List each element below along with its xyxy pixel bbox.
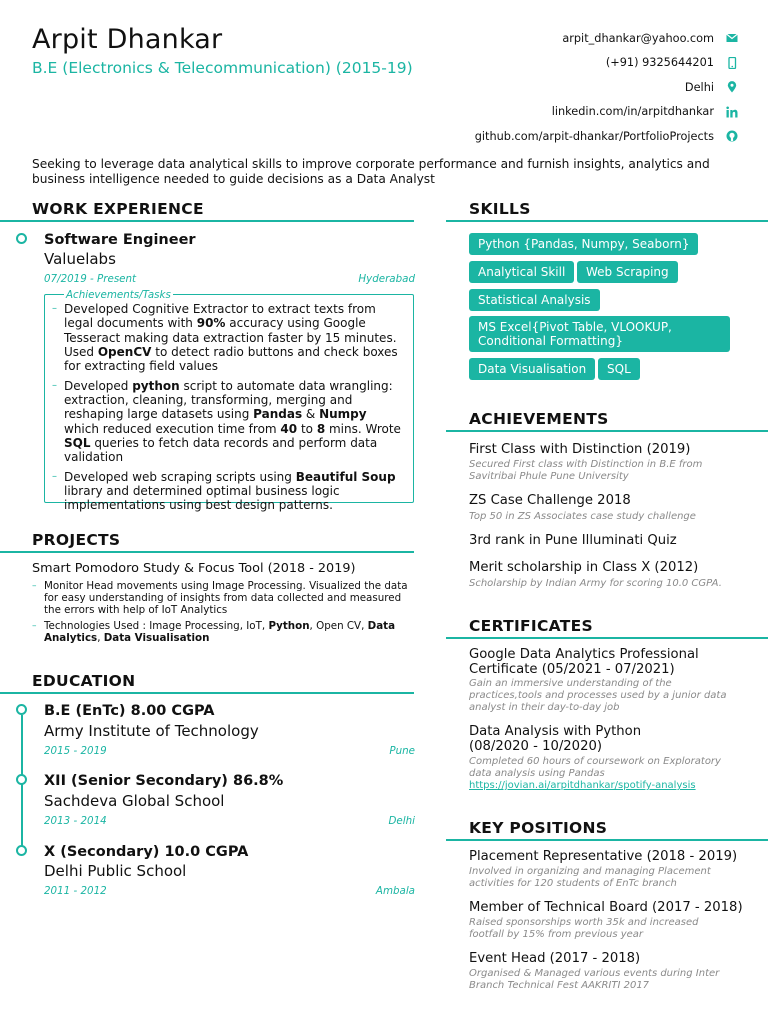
education-institution: Delhi Public School <box>44 862 187 880</box>
skill-tag: MS Excel{Pivot Table, VLOOKUP, Conditional Formatting} <box>469 316 730 352</box>
contact-location <box>378 75 738 100</box>
education-timeline-dot <box>16 774 27 785</box>
education-dates: 2015 - 2019 <box>44 745 107 757</box>
skills-divider <box>446 220 768 222</box>
education-meta <box>44 745 415 757</box>
education-heading: EDUCATION <box>32 672 136 690</box>
certificate-title: Google Data Analytics Professional Certificate (05/2021 - 07/2021) <box>469 647 699 677</box>
degree-subtitle: B.E (Electronics & Telecommunication) (2015-19) <box>32 59 413 77</box>
contact-email-text[interactable]: arpit_dhankar@yahoo.com <box>562 31 714 45</box>
contact-phone-text[interactable]: (+91) 9325644201 <box>605 56 714 70</box>
certificates-divider <box>446 637 768 639</box>
position-title: Event Head (2017 - 2018) <box>469 951 641 966</box>
projects-heading: PROJECTS <box>32 531 121 549</box>
education-meta <box>44 815 415 827</box>
education-title: X (Secondary) 10.0 CGPA <box>44 844 249 860</box>
certificate-title: Data Analysis with Python (08/2020 - 10/2020) <box>469 724 642 754</box>
education-title: B.E (EnTc) 8.00 CGPA <box>44 703 215 719</box>
contact-linkedin[interactable] <box>378 100 738 125</box>
email-icon <box>726 32 738 44</box>
linkedin-icon <box>726 106 738 118</box>
work-experience-heading: WORK EXPERIENCE <box>32 200 204 218</box>
contact-github-text[interactable]: github.com/arpit-dhankar/PortfolioProjects <box>474 129 714 143</box>
contact-email[interactable] <box>378 26 738 51</box>
certificate-description: Gain an immersive understanding of the practices,tools and processes used by a junior data analyst in their day-to-day job <box>469 678 727 713</box>
skill-tag: Statistical Analysis <box>469 289 600 311</box>
skill-tag: Data Visualisation <box>469 358 595 380</box>
education-divider <box>0 692 414 694</box>
work-timeline-dot <box>16 233 27 244</box>
position-description: Organised & Managed various events during Inter Branch Technical Fest AAKRITI 2017 <box>469 968 720 991</box>
achievements-label: Achievements/Tasks <box>66 289 171 301</box>
education-meta <box>44 885 415 897</box>
list-item: – Developed Cognitive Extractor to extract texts from legal documents with 90% accuracy using Google Tesseract making data extraction faster by 15 minutes. Used OpenCV to detect radio buttons and check boxes for extracting field values <box>52 302 402 373</box>
education-location: Pune <box>389 745 415 757</box>
work-experience-divider <box>0 220 414 222</box>
position-description: Involved in organizing and managing Placement activities for 120 students of EnTc branch <box>469 866 711 889</box>
job-bullets <box>52 302 402 518</box>
position-title: Member of Technical Board (2017 - 2018) <box>469 900 743 915</box>
achievement-title: ZS Case Challenge 2018 <box>469 493 631 508</box>
education-institution: Sachdeva Global School <box>44 792 225 810</box>
education-dates: 2011 - 2012 <box>44 885 107 897</box>
certificate-link[interactable]: https://jovian.ai/arpitdhankar/spotify-analysis <box>469 780 696 791</box>
list-item: – Technologies Used : Image Processing, IoT, Python, Open CV, Data Analytics, Data Visualisation <box>32 620 410 644</box>
achievements-heading: ACHIEVEMENTS <box>469 410 609 428</box>
project-bullets <box>32 580 410 648</box>
job-location: Hyderabad <box>358 273 415 285</box>
location-icon <box>726 81 738 93</box>
job-company: Valuelabs <box>44 250 116 268</box>
contact-linkedin-text[interactable]: linkedin.com/in/arpitdhankar <box>551 105 714 119</box>
list-item: – Monitor Head movements using Image Processing. Visualized the data for easy understanding of insights from data collected and measured the errors with help of IoT Analytics <box>32 580 410 616</box>
list-item: – Developed python script to automate data wrangling: extraction, cleaning, transforming, merging and reshaping large datasets using Pandas & Numpy which reduced execution time from 40 to 8 mins. Wrote SQL queries to fetch data records and perform data validation <box>52 379 402 465</box>
achievement-description: Top 50 in ZS Associates case study challenge <box>469 511 696 522</box>
candidate-name: Arpit Dhankar <box>32 24 223 55</box>
position-title: Placement Representative (2018 - 2019) <box>469 849 738 864</box>
education-timeline-dot <box>16 845 27 856</box>
contact-location-text: Delhi <box>684 80 714 94</box>
achievements-divider <box>446 430 768 432</box>
contact-list <box>378 26 738 149</box>
achievement-description: Secured First class with Distinction in B.E from Savitribai Phule Pune University <box>469 459 703 482</box>
phone-icon <box>726 57 738 69</box>
education-location: Delhi <box>388 815 415 827</box>
github-icon <box>726 130 738 142</box>
achievement-title: 3rd rank in Pune Illuminati Quiz <box>469 533 677 548</box>
position-description: Raised sponsorships worth 35k and increased footfall by 15% from previous year <box>469 917 699 940</box>
certificates-heading: CERTIFICATES <box>469 617 593 635</box>
project-title: Smart Pomodoro Study & Focus Tool (2018 - 2019) <box>32 561 356 576</box>
achievement-title: First Class with Distinction (2019) <box>469 442 691 457</box>
skill-tag: Web Scraping <box>577 261 678 283</box>
achievement-title: Merit scholarship in Class X (2012) <box>469 560 699 575</box>
skill-tag: Analytical Skill <box>469 261 574 283</box>
certificate-description: Completed 60 hours of coursework on Exploratory data analysis using Pandas <box>469 756 721 779</box>
job-dates: 07/2019 - Present <box>44 273 137 285</box>
skill-tag: Python {Pandas, Numpy, Seaborn} <box>469 233 698 255</box>
education-title: XII (Senior Secondary) 86.8% <box>44 773 284 789</box>
contact-github[interactable] <box>378 124 738 149</box>
list-item: – Developed web scraping scripts using Beautiful Soup library and determined optimal business logic implementations using best design patterns. <box>52 470 402 513</box>
job-title: Software Engineer <box>44 232 196 248</box>
contact-phone[interactable] <box>378 51 738 76</box>
education-institution: Army Institute of Technology <box>44 722 259 740</box>
skill-tag: SQL <box>598 358 640 380</box>
profile-summary: Seeking to leverage data analytical skills to improve corporate performance and furnish insights, analytics and business intelligence needed to guide decisions as a Data Analyst <box>32 157 710 186</box>
achievement-description: Scholarship by Indian Army for scoring 10.0 CGPA. <box>469 578 722 589</box>
education-dates: 2013 - 2014 <box>44 815 107 827</box>
skills-heading: SKILLS <box>469 200 531 218</box>
key-positions-divider <box>446 839 768 841</box>
key-positions-heading: KEY POSITIONS <box>469 819 608 837</box>
education-location: Ambala <box>375 885 415 897</box>
projects-divider <box>0 551 414 553</box>
education-timeline-dot <box>16 704 27 715</box>
job-meta <box>44 273 415 285</box>
